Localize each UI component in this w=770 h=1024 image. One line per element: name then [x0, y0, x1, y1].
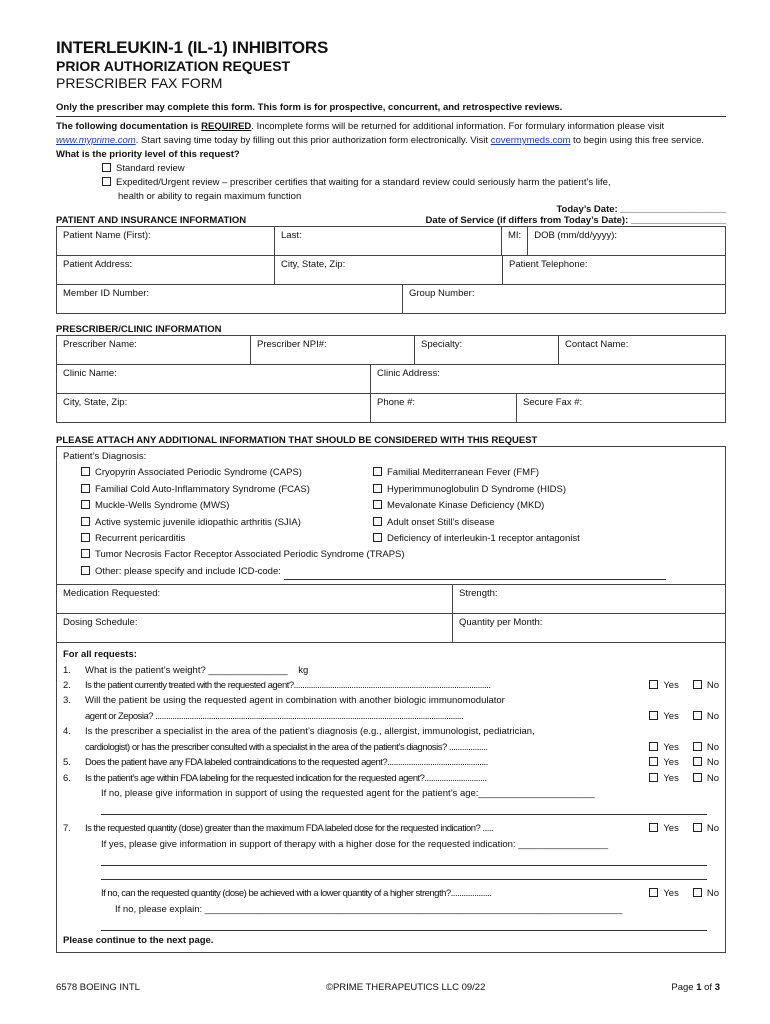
no-checkbox[interactable]: [693, 680, 702, 689]
question-3: [63, 693, 719, 708]
clinic-name-field[interactable]: Clinic Name:: [57, 365, 371, 394]
yes-label: Yes: [663, 741, 679, 753]
dx-checkbox[interactable]: [81, 566, 90, 575]
page-of: of: [701, 982, 715, 993]
yes-checkbox[interactable]: [649, 823, 658, 832]
question-number: 2.: [63, 680, 71, 692]
dx-option-fcas[interactable]: [81, 482, 373, 498]
dx-label: Recurrent pericarditis: [95, 533, 186, 545]
patient-info-table: [56, 226, 726, 256]
attach-heading: PLEASE ATTACH ANY ADDITIONAL INFORMATION THAT SHOULD BE CONSIDERED WITH THIS REQUEST: [56, 435, 538, 446]
yes-checkbox[interactable]: [649, 888, 658, 897]
no-checkbox[interactable]: [693, 888, 702, 897]
yes-label: Yes: [663, 757, 679, 769]
strength-field[interactable]: Strength:: [453, 585, 726, 614]
weight-unit: kg: [298, 664, 309, 676]
dx-checkbox[interactable]: [373, 484, 382, 493]
yes-label: Yes: [663, 823, 679, 835]
question-text: If no, can the requested quantity (dose) be achieved with a lower quantity of a higher strength?...................: [101, 888, 492, 900]
patient-telephone-field[interactable]: Patient Telephone:: [503, 256, 726, 285]
documentation-paragraph: [56, 120, 726, 148]
dx-label: Active systemic juvenile idiopathic arthritis (SJIA): [95, 516, 301, 528]
no-checkbox[interactable]: [693, 773, 702, 782]
dx-option-traps[interactable]: [63, 547, 719, 563]
dx-label: Tumor Necrosis Factor Receptor Associated Periodic Syndrome (TRAPS): [95, 549, 405, 561]
form-title: INTERLEUKIN-1 (IL-1) INHIBITORS: [56, 38, 329, 57]
question-number: 3.: [63, 695, 71, 707]
no-label: No: [706, 823, 719, 835]
question-text: Will the patient be using the requested agent in combination with another biologic immunomodulator: [85, 695, 505, 707]
todays-date-field[interactable]: Today’s Date: ____________________: [556, 204, 726, 215]
diagnosis-col-right: [373, 465, 719, 547]
prescriber-section-heading: PRESCRIBER/CLINIC INFORMATION: [56, 324, 222, 335]
todays-date-row: [56, 204, 726, 215]
yes-checkbox[interactable]: [649, 711, 658, 720]
q6-extra-line[interactable]: [101, 801, 707, 815]
q7-higher-dose-field[interactable]: If yes, please give information in support of therapy with a higher dose for the requested indication: _________________: [101, 838, 609, 850]
yes-no-group: [637, 709, 719, 724]
question-text: Is the patient currently treated with the requested agent?............................................................................................: [85, 680, 491, 692]
question-1: [63, 663, 719, 678]
question-4-cont: [63, 740, 719, 755]
prescriber-npi-field[interactable]: Prescriber NPI#:: [251, 336, 415, 365]
q7-explain-field[interactable]: If no, please explain: _______________________________________________________________________________: [115, 903, 623, 915]
member-id-field[interactable]: Member ID Number:: [57, 285, 403, 314]
question-5: [63, 755, 719, 770]
question-text: Is the requested quantity (dose) greater than the maximum FDA labeled dose for the requested indication? .....: [85, 823, 494, 835]
standard-review-label: Standard review: [116, 163, 185, 174]
doc-rest: . Incomplete forms will be returned for additional information. For formulary information please visit: [251, 121, 665, 132]
question-number: 7.: [63, 823, 71, 835]
prescriber-table-row3: [56, 393, 726, 423]
dx-checkbox[interactable]: [81, 484, 90, 493]
q6-age-support-field[interactable]: If no, please give information in support of using the requested agent for the patient’s age:______________________: [101, 787, 595, 799]
no-label: No: [706, 888, 719, 900]
q7-extra-line-2[interactable]: [101, 866, 707, 880]
dx-option-hids[interactable]: [373, 482, 719, 498]
medication-requested-field[interactable]: Medication Requested:: [57, 585, 453, 614]
questions-box: [56, 643, 726, 953]
footer-copyright: ©PRIME THERAPEUTICS LLC 09/22: [325, 982, 486, 993]
question-6: [63, 771, 719, 786]
question-number-spacer: [63, 709, 85, 724]
doc-end: to begin using this free service.: [570, 135, 705, 146]
question-3-cont: [63, 709, 719, 724]
no-checkbox[interactable]: [693, 757, 702, 766]
question-text: agent or Zeposia? ................................................................................................................................................: [85, 710, 464, 722]
dx-option-sjia[interactable]: [81, 515, 373, 531]
dx-checkbox[interactable]: [81, 500, 90, 509]
prescriber-table-row2: [56, 364, 726, 394]
doc-required: REQUIRED: [201, 121, 252, 132]
question-number-spacer: [63, 740, 85, 755]
expedited-review-label: Expedited/Urgent review – prescriber certifies that waiting for a standard review could seriously harm the patient’s life,: [116, 177, 611, 188]
priority-standard-option[interactable]: [56, 162, 726, 176]
patient-first-name-field[interactable]: Patient Name (First):: [57, 227, 275, 256]
medication-table-row2: [56, 613, 726, 643]
question-text: Does the patient have any FDA labeled contraindications to the requested agent?...............................................: [85, 757, 488, 769]
no-label: No: [706, 680, 719, 692]
question-text: Is the prescriber a specialist in the area of the patient’s diagnosis (e.g., allergist, immunologist, pediatrician,: [85, 726, 535, 738]
yes-no-group: [637, 886, 719, 901]
contact-name-field[interactable]: Contact Name:: [559, 336, 726, 365]
question-2: [63, 678, 719, 693]
quantity-per-month-field[interactable]: Quantity per Month:: [453, 614, 726, 643]
question-7: [63, 821, 719, 836]
questions-heading: For all requests:: [63, 649, 137, 661]
yes-label: Yes: [663, 710, 679, 722]
question-number: 6.: [63, 772, 71, 784]
footer-page-number: [671, 982, 720, 993]
no-checkbox[interactable]: [693, 742, 702, 751]
patient-dob-field[interactable]: DOB (mm/dd/yyyy):: [528, 227, 726, 256]
dx-checkbox[interactable]: [81, 549, 90, 558]
dx-checkbox[interactable]: [373, 517, 382, 526]
doc-mid: . Start saving time today by filling out this prior authorization form electronically. Visit: [135, 135, 491, 146]
diagnosis-box: [56, 446, 726, 585]
dx-option-other[interactable]: [63, 564, 719, 580]
dx-label: Cryopyrin Associated Periodic Syndrome (CAPS): [95, 467, 302, 479]
diagnosis-label: Patient’s Diagnosis:: [63, 451, 147, 462]
dx-label: Muckle-Wells Syndrome (MWS): [95, 500, 230, 512]
yes-no-group: [637, 678, 719, 693]
dx-other-input[interactable]: [284, 579, 666, 580]
question-text: cardiologist) or has the prescriber consulted with a specialist in the area of the patient’s diagnosis? ..................: [85, 741, 488, 753]
medication-table-row1: [56, 584, 726, 614]
no-checkbox[interactable]: [693, 823, 702, 832]
yes-no-group: [637, 771, 719, 786]
expedited-review-label-cont: health or ability to regain maximum function: [118, 191, 302, 202]
dx-option-pericarditis[interactable]: [81, 531, 373, 547]
dx-checkbox[interactable]: [373, 467, 382, 476]
dx-option-stills[interactable]: [373, 515, 719, 531]
no-checkbox[interactable]: [693, 711, 702, 720]
patient-member-table: [56, 284, 726, 314]
dx-label: Familial Mediterranean Fever (FMF): [387, 467, 540, 479]
dx-option-mws[interactable]: [81, 498, 373, 514]
q7-explain-line[interactable]: [101, 917, 707, 931]
dx-label: Familial Cold Auto-Inflammatory Syndrome (FCAS): [95, 483, 310, 495]
clinic-address-field[interactable]: Clinic Address:: [371, 365, 726, 394]
yes-checkbox[interactable]: [649, 757, 658, 766]
priority-question: What is the priority level of this request?: [56, 149, 240, 160]
dx-option-fmf[interactable]: [373, 465, 719, 481]
dx-option-caps[interactable]: [81, 465, 373, 481]
dx-checkbox[interactable]: [373, 500, 382, 509]
secure-fax-field[interactable]: Secure Fax #:: [517, 394, 726, 423]
no-label: No: [706, 772, 719, 784]
dx-label: Deficiency of interleukin-1 receptor antagonist: [387, 533, 580, 545]
page-prefix: Page: [671, 982, 697, 993]
dx-option-dira[interactable]: [373, 531, 719, 547]
weight-field[interactable]: What is the patient’s weight? _______________: [85, 664, 288, 676]
page-footer: [56, 982, 720, 993]
prescriber-name-field[interactable]: Prescriber Name:: [57, 336, 251, 365]
patient-last-name-field[interactable]: Last:: [275, 227, 502, 256]
patient-info-header-row: [56, 215, 726, 226]
group-number-field[interactable]: Group Number:: [403, 285, 726, 314]
yes-checkbox[interactable]: [649, 680, 658, 689]
prescriber-notice: Only the prescriber may complete this form. This form is for prospective, concurrent, and retrospective reviews.: [56, 102, 726, 117]
no-label: No: [706, 710, 719, 722]
yes-no-group: [637, 755, 719, 770]
clinic-phone-field[interactable]: Phone #:: [371, 394, 517, 423]
yes-checkbox[interactable]: [649, 742, 658, 751]
standard-review-checkbox[interactable]: [102, 163, 111, 172]
yes-checkbox[interactable]: [649, 773, 658, 782]
continue-note: Please continue to the next page.: [63, 934, 214, 946]
footer-form-id: 6578 BOEING INTL: [56, 982, 140, 993]
patient-mi-field[interactable]: MI:: [502, 227, 528, 256]
question-text: Is the patient’s age within FDA labeling for the requested indication for the requested agent?.............................: [85, 772, 487, 784]
priority-expedited-option[interactable]: [56, 176, 726, 190]
page-current: 1: [696, 982, 702, 993]
page-total: 3: [714, 982, 720, 993]
date-of-service-field[interactable]: Date of Service (if differs from Today’s Date): __________________: [425, 215, 726, 226]
yes-label: Yes: [663, 888, 679, 900]
yes-no-group: [637, 821, 719, 836]
dx-checkbox[interactable]: [373, 533, 382, 542]
dx-checkbox[interactable]: [81, 533, 90, 542]
q7-extra-line-1[interactable]: [101, 852, 707, 866]
covermymeds-link[interactable]: covermymeds.com: [490, 135, 571, 146]
form-subtitle: PRIOR AUTHORIZATION REQUEST: [56, 58, 291, 74]
no-label: No: [706, 741, 719, 753]
patient-info-heading: PATIENT AND INSURANCE INFORMATION: [56, 215, 247, 226]
yes-label: Yes: [663, 680, 679, 692]
no-label: No: [706, 757, 719, 769]
question-text: [85, 663, 719, 678]
dosing-schedule-field[interactable]: Dosing Schedule:: [57, 614, 453, 643]
patient-address-field[interactable]: Patient Address:: [57, 256, 275, 285]
form-page: [56, 38, 726, 953]
dx-checkbox[interactable]: [81, 517, 90, 526]
dx-option-mkd[interactable]: [373, 498, 719, 514]
doc-prefix: The following documentation is: [56, 121, 202, 132]
yes-no-group: [637, 740, 719, 755]
diagnosis-col-left: [63, 465, 373, 547]
dx-other-label: Other: please specify and include ICD-code:: [95, 565, 281, 577]
prescriber-table-row1: [56, 335, 726, 365]
patient-address-table: [56, 255, 726, 285]
dx-label: Mevalonate Kinase Deficiency (MKD): [387, 500, 545, 512]
dx-label: Hyperimmunoglobulin D Syndrome (HIDS): [387, 483, 566, 495]
question-number: 1.: [63, 664, 71, 676]
yes-label: Yes: [663, 772, 679, 784]
specialty-field[interactable]: Specialty:: [415, 336, 559, 365]
dx-label: Adult onset Still’s disease: [387, 516, 495, 528]
myprime-link[interactable]: www.myprime.com: [56, 135, 136, 146]
question-7-sub2: [63, 886, 719, 901]
question-number: 4.: [63, 726, 71, 738]
question-4: [63, 724, 719, 739]
patient-city-field[interactable]: City, State, Zip:: [275, 256, 503, 285]
question-number: 5.: [63, 757, 71, 769]
clinic-city-field[interactable]: City, State, Zip:: [57, 394, 371, 423]
form-type: PRESCRIBER FAX FORM: [56, 75, 223, 91]
expedited-review-checkbox[interactable]: [102, 177, 111, 186]
diagnosis-columns: [63, 465, 719, 547]
dx-checkbox[interactable]: [81, 467, 90, 476]
